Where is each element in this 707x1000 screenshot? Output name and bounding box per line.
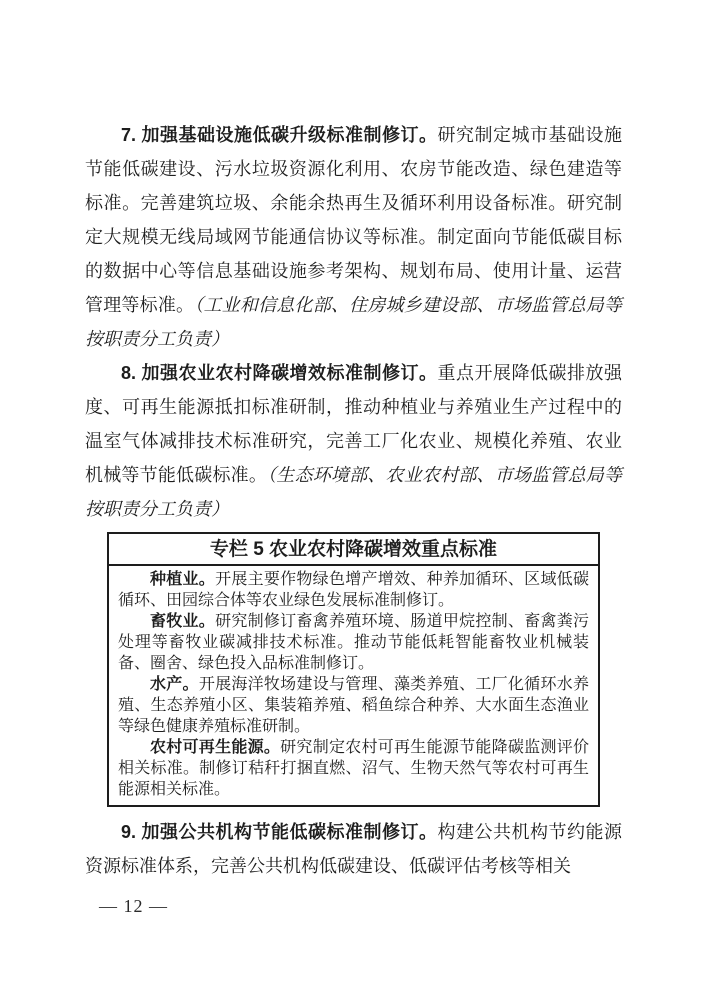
box-item-rural-renewable-energy <box>118 737 589 800</box>
paragraph-9-body: 构建公共机构节约能源资源标准体系，完善公共机构低碳建设、低碳评估考核等相关 <box>85 822 623 876</box>
column-box-title: 专栏 5 农业农村降碳增效重点标准 <box>109 534 598 566</box>
box-item-rural-renewable-energy-term: 农村可再生能源。 <box>150 739 281 756</box>
paragraph-8-lead: 8. 加强农业农村降碳增效标准制修订。 <box>121 363 438 383</box>
page-number: — 12 — <box>99 896 168 916</box>
box-item-aquaculture-text: 开展海洋牧场建设与管理、藻类养殖、工厂化循环水养殖、生态养殖小区、集装箱养殖、稻鱼综合种养、大水面生态渔业等绿色健康养殖标准研制。 <box>118 676 589 735</box>
paragraph-7-lead: 7. 加强基础设施低碳升级标准制修订。 <box>121 125 438 145</box>
box-item-aquaculture-term: 水产。 <box>150 676 199 693</box>
paragraph-9-lead: 9. 加强公共机构节能低碳标准制修订。 <box>121 822 438 842</box>
paragraph-8-body: 重点开展降低碳排放强度、可再生能源抵扣标准研制，推动种植业与养殖业生产过程中的温室气体减排技术标准研究，完善工厂化农业、规模化养殖、农业机械等节能低碳标准。 <box>85 363 623 485</box>
paragraph-9 <box>85 815 622 883</box>
box-item-livestock-term: 畜牧业。 <box>150 613 216 630</box>
box-item-rural-renewable-energy-text: 研究制定农村可再生能源节能降碳监测评价相关标准。制修订秸秆打捆直燃、沼气、生物天然气等农村可再生能源相关标准。 <box>118 739 589 798</box>
paragraph-7-body: 研究制定城市基础设施节能低碳建设、污水垃圾资源化利用、农房节能改造、绿色建造等标准。完善建筑垃圾、余能余热再生及循环利用设备标准。研究制定大规模无线局域网节能通信协议等标准。制定面向节能低碳目标的数据中心等信息基础设施参考架构、规划布局、使用计量、运营管理等标准。 <box>85 125 623 315</box>
box-item-planting-term: 种植业。 <box>150 571 216 588</box>
box-item-planting-text: 开展主要作物绿色增产增效、种养加循环、区域低碳循环、田园综合体等农业绿色发展标准制修订。 <box>118 571 589 609</box>
box-item-planting <box>118 569 589 611</box>
paragraph-7-responsibility: （工业和信息化部、住房城乡建设部、市场监管总局等按职责分工负责） <box>85 295 623 349</box>
paragraph-7 <box>85 118 622 356</box>
document-content <box>85 118 622 883</box>
box-item-livestock-text: 研究制修订畜禽养殖环境、肠道甲烷控制、畜禽粪污处理等畜牧业碳减排技术标准。推动节能低耗智能畜牧业机械装备、圈舍、绿色投入品标准制修订。 <box>118 613 589 672</box>
box-item-aquaculture <box>118 674 589 737</box>
paragraph-8-responsibility: （生态环境部、农业农村部、市场监管总局等按职责分工负责） <box>85 465 623 519</box>
column-box-5 <box>107 532 600 807</box>
box-item-livestock <box>118 611 589 674</box>
column-box-body <box>109 566 598 805</box>
paragraph-8 <box>85 356 622 526</box>
